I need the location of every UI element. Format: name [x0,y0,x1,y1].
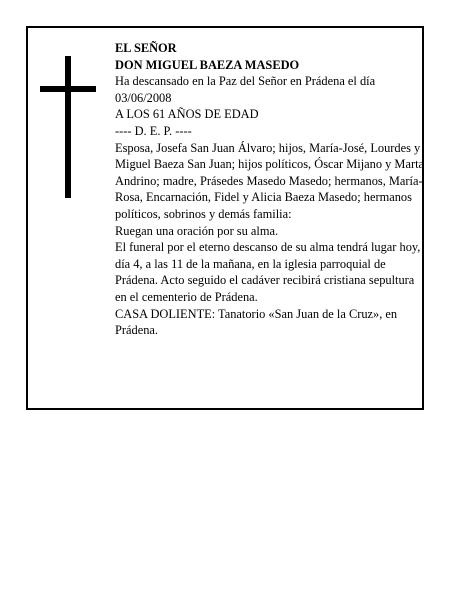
family-list: Esposa, Josefa San Juan Álvaro; hijos, María-José, Lourdes y Miguel Baeza San Juan; hijos políticos, Óscar Mijano y Marta Andrino; madre, Prásedes Masedo Masedo; hermanos, María-Rosa, Encarnación, Fidel y Alicia Baeza Masedo; hermanos políticos, sobrinos y demás familia: [115,140,425,221]
mourning-house: CASA DOLIENTE: Tanatorio «San Juan de la Cruz», en Prádena. [115,306,398,338]
cross-icon [40,56,96,198]
passing-statement: Ha descansado en la Paz del Señor en Prádena el día 03/06/2008 [115,74,376,105]
obituary-notice [26,26,424,410]
cross-horizontal-bar [40,86,96,92]
age-statement: A LOS 61 AÑOS DE EDAD [115,107,259,122]
prayer-request: Ruegan una oración por su alma. [115,223,279,238]
rip-line: ---- D. E. P. ---- [115,123,192,138]
obituary-text [115,40,427,339]
funeral-details: El funeral por el eterno descanso de su alma tendrá lugar hoy, día 4, a las 11 de la mañana, en la iglesia parroquial de Prádena. Acto seguido el cadáver recibirá cristiana sepultura en el cementerio de Prádena. [115,240,421,304]
cross-vertical-bar [65,56,71,198]
deceased-name: DON MIGUEL BAEZA MASEDO [115,57,300,72]
notice-title: EL SEÑOR [115,41,177,55]
